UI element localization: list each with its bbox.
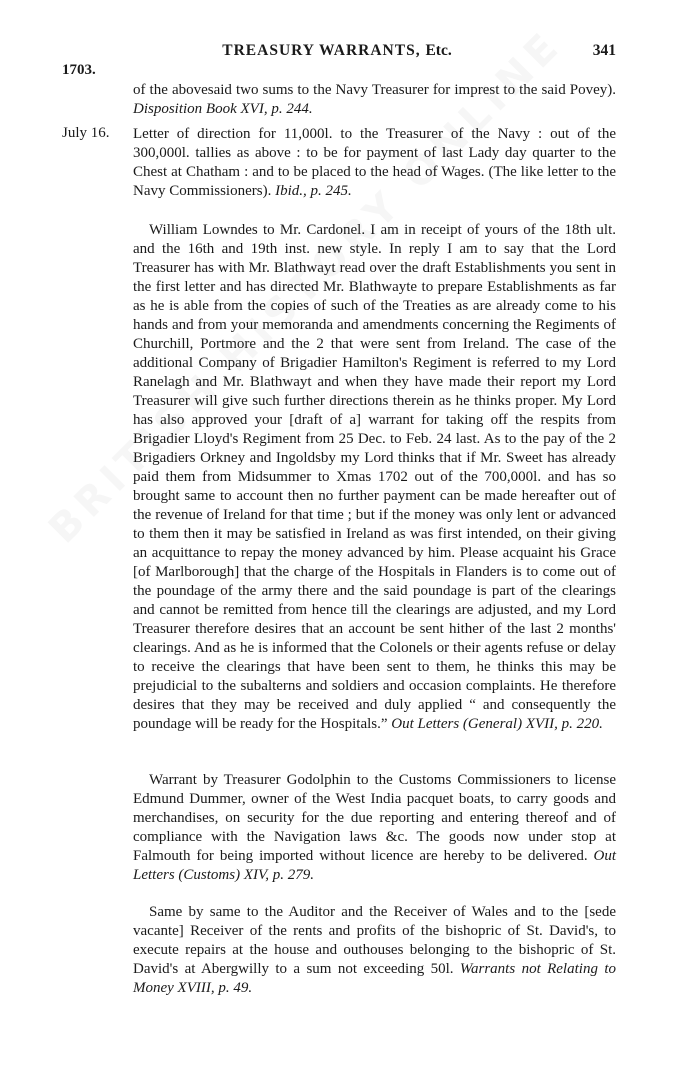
- entry-text: Letter of direction for 11,000l. to the Treasurer of the Navy : out of the 300,000l. tallies as above : to be for payment of last Lady day quarter to the Chest at Chatham : and to be placed to the head of Wages. (The like letter to the Navy Commissioners).: [133, 126, 616, 199]
- entry-text: Same by same to the Auditor and the Receiver of Wales and to the [sede vacante] Receiver of the rents and profits of the bishopric of St. David's, to execute repairs at the house and outhouses belonging to the bishopric of St. David's at Abergwilly to a sum not exceeding 50l.: [133, 904, 616, 977]
- entry-text: William Lowndes to Mr. Cardonel. I am in receipt of yours of the 18th ult. and the 16th and 19th inst. new style. In reply I am to say that the Lord Treasurer has with Mr. Blathwayt read over the draft Establishments you sent in the first letter and has directed Mr. Blathwayte to prepare Establishments as far as he is able from the copies of such of the Treaties as are already come to his hands and from your memoranda and amendments concerning the Regiments of Churchill, Portmore and the 2 that were sent from Ireland. The case of the additional Company of Brigadier Hamilton's Regiment is referred to my Lord Ranelagh and Mr. Blathwayt and when they have made their report my Lord Treasurer will give such further directions therein as he thinks proper. My Lord has also approved your [draft of a] warrant for taking off the respits from Brigadier Lloyd's Regiment from 25 Dec. to Feb. 24 last. As to the pay of the 2 Brigadiers Orkney and Ingoldsby my Lord thinks that if Mr. Sweet has already paid them from Midsummer to Xmas 1702 out of the 700,000l. and has so brought same to account then no further payment can be made hereafter out of the revenue of Ireland for that time ; but if the money was only lent or advanced to them then it may be satisfied in Ireland as was first intended, on their giving an acquittance to repay the money advanced by him. Please acquaint his Grace [of Marlborough] that the charge of the Hospitals in Flanders is to come out of the poundage of the army there and the said poundage is part of the clearings and cannot be remitted from hence till the clearings are adjusted, and my Lord Treasurer therefore desires that an account be sent hither of the last 2 months' clearings. And as he is informed that the Colonels or their agents refuse or delay to receive the clearings that have been sent to them, he thinks this may be prejudicial to the subalterns and soldiers and occasion complaints. He therefore desires that they may be received and duly applied “ and consequently the poundage will be ready for the Hospitals.”: [133, 222, 616, 732]
- entry-text: Warrant by Treasurer Godolphin to the Customs Commissioners to license Edmund Dummer, owner of the West India pacquet boats, to carry goods and merchandises, on security for the due reporting and entering thereof and of compliance with the Navigation laws &c. The goods now under stop at Falmouth for being imported without licence are hereby to be delivered.: [133, 772, 616, 864]
- header-title: TREASURY WARRANTS,: [222, 42, 421, 59]
- entry-reference: Out Letters (Customs) XIV, p. 279.: [133, 848, 616, 883]
- entry-letter-of-direction: [133, 125, 616, 201]
- margin-date: July 16.: [62, 125, 110, 141]
- entry-reference: Disposition Book XVI, p. 244.: [133, 101, 313, 117]
- header-title-suffix: Etc.: [425, 42, 452, 59]
- entry-text: of the abovesaid two sums to the Navy Treasurer for imprest to the said Povey).: [133, 82, 616, 98]
- entry-wales-warrant: [133, 903, 616, 998]
- entry-reference: Out Letters (General) XVII, p. 220.: [391, 716, 603, 732]
- margin-year: 1703.: [62, 62, 96, 78]
- entry-reference: Ibid., p. 245.: [275, 183, 352, 199]
- entry-lowndes-letter: [133, 221, 616, 734]
- entry-customs-warrant: [133, 771, 616, 885]
- entry-continuation: [133, 81, 616, 119]
- entry-reference: Warrants not Relating to Money XVIII, p. 49.: [133, 961, 616, 996]
- running-header: [0, 42, 674, 60]
- page-number: 341: [592, 42, 616, 59]
